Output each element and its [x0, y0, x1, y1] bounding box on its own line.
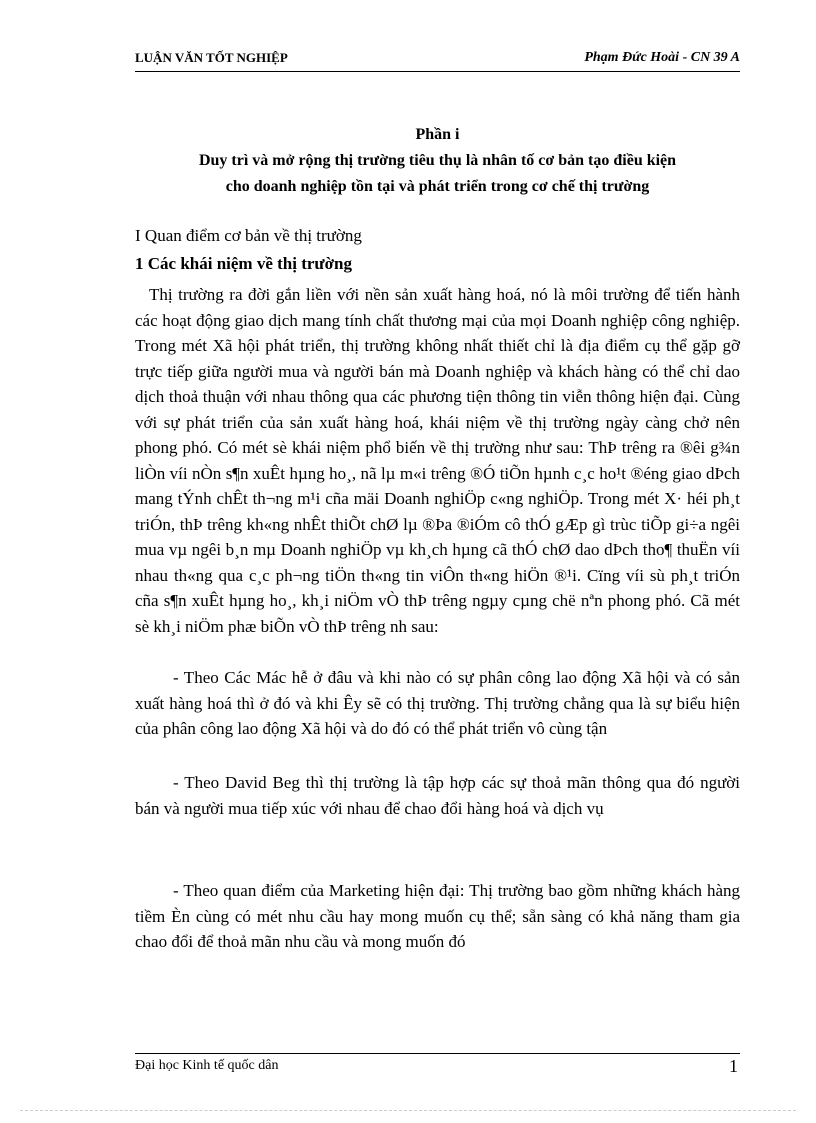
definition-marx: - Theo Các Mác hễ ở đâu và khi nào có sự phân công lao động Xã hội và có sản xuất hàng hoá thì ở đó và khi Êy sẽ có thị trường. Thị trường chẳng qua là sự biểu hiện của phân công lao động Xã hội và do đó có thể phát triển vô cùng tận [135, 668, 740, 738]
section-heading-1: I Quan điểm cơ bản về thị trường [135, 226, 362, 245]
chapter-title-block [135, 122, 740, 200]
intro-paragraph: Thị trường ra đời gắn liền với nền sản xuất hàng hoá, nó là môi trường để tiến hành các hoạt động giao dịch mang tính chất thương mại của mọi Doanh nghiệp công nghiệp. Trong mét Xã hội phát triển, thị trường không nhất thiết chỉ là địa điểm cụ thể gặp gỡ trực tiếp giữa người mua và người bán mà Doanh nghiệp và khách hàng có thể chỉ dao dịch thoả thuận với nhau thông qua các phương tiện thông tin viễn thông hiện đại. Cùng với sự phát triển của sản xuất hàng hoá, khái niệm về thị trường ngày càng chở nên phong phó. Có mét sè khái niệm phổ biến về thị trường như sau: ThÞ trêng ra ®êi g¾n liÒn víi nÒn s¶n xuÊt hµng ho¸, nã lµ m«i trêng ®Ó tiÕn hµnh c¸c ho¹t ®éng giao dÞch mang tÝnh chÊt th¬ng m¹i cña mäi Doanh nghiÖp c«ng nghiÖp. Trong mét X· héi ph¸t triÓn, thÞ trêng kh«ng nhÊt thiÕt chØ lµ ®Þa ®iÓm cô thÓ gÆp gì trùc tiÕp gi÷a ngêi mua vµ ngêi b¸n mµ Doanh nghiÖp vµ kh¸ch hµng cã thÓ chØ dao dÞch tho¶ thuËn víi nhau th«ng qua c¸c ph¬ng tiÖn th«ng tin viÔn th«ng hiÖn ®¹i. Cïng víi sù ph¸t triÓn cña s¶n xuÊt hµng ho¸, kh¸i niÖm vÒ thÞ trêng ngµy cµng chë nªn phong phó. Cã mét sè kh¸i niÖm phæ biÕn vÒ thÞ trêng nh sau: [135, 285, 740, 636]
section-heading-2: 1 Các khái niệm về thị trường [135, 254, 352, 273]
chapter-title-line-1: Duy trì và mở rộng thị trường tiêu thụ là nhân tố cơ bản tạo điều kiện [198, 152, 677, 169]
chapter-title-line-2: cho doanh nghiệp tồn tại và phát triển trong cơ chế thị trường [225, 178, 650, 195]
page-number: 1 [729, 1056, 738, 1076]
page-header [135, 50, 740, 70]
part-title: Phần i [415, 126, 460, 143]
header-thesis-label: LUẬN VĂN TỐT NGHIỆP [135, 50, 288, 65]
footer-divider [135, 1053, 740, 1054]
definition-marketing: - Theo quan điểm của Marketing hiện đại: Thị trường bao gồm những khách hàng tiềm Èn cùng có mét nhu cầu hay mong muốn cụ thể; sẵn sàng có khả năng tham gia chao đổi để thoả mãn nhu cầu và mong muốn đó [135, 881, 740, 951]
header-author: Phạm Đức Hoài - CN 39 A [584, 50, 740, 65]
page-footer [135, 1058, 740, 1074]
page-break-line [20, 1110, 796, 1111]
header-divider [135, 71, 740, 72]
definition-david-beg: - Theo David Beg thì thị trường là tập hợp các sự thoả mãn thông qua đó người bán và người mua tiếp xúc với nhau để chao đổi hàng hoá và dịch vụ [135, 773, 740, 818]
footer-university: Đại học Kinh tế quốc dân [135, 1058, 279, 1073]
